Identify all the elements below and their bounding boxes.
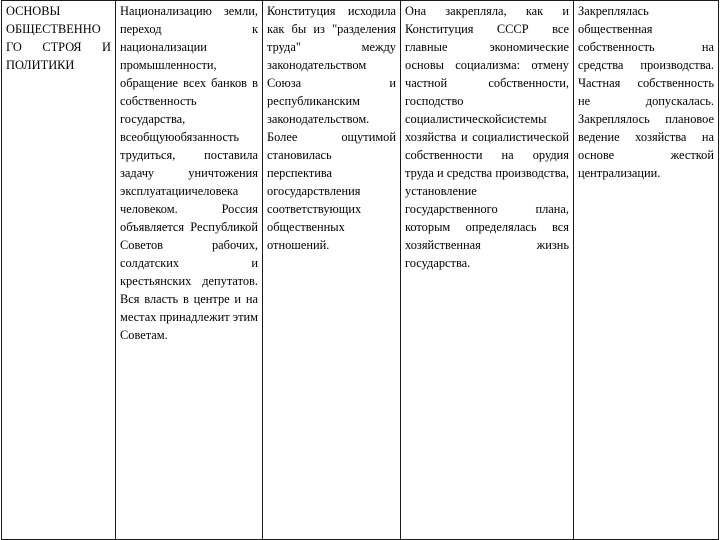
table-row	[2, 1, 719, 540]
constitution-comparison-table	[1, 0, 719, 540]
constitution-1918-cell: Национализацию земли, переход к национализации промышленности, обращение всех банков в собственность государства, всеобщуюобязанность трудиться, поставила задачу уничтожения эксплуатациичеловека человеком. Россия объявляется Республикой Советов рабочих, солдатских и крестьянских депутатов. Вся власть в центре и на местах принадлежит этим Советам.	[116, 1, 263, 540]
constitution-1977-cell: Закреплялась общественная собственность на средства производства. Частная собственность не допускалась. Закреплялось плановое ведение хозяйства на основе жесткой централизации.	[574, 1, 719, 540]
row-header-cell: ОСНОВЫ ОБЩЕСТВЕННО ГО СТРОЯ И ПОЛИТИКИ	[2, 1, 116, 540]
constitution-1937-cell: Она закрепляла, как и Конституция СССР все главные экономические основы социализма: отмену частной собственности, господство социалистическойсистемы хозяйства и социалистической собственности на орудия труда и средства производства, установление государственного плана, которым определялась вся хозяйственная жизнь государства.	[401, 1, 574, 540]
constitution-1924-cell: Конституция исходила как бы из "разделения труда" между законодательством Союза и республиканским законодательством. Более ощутимой становилась перспектива огосударствления соответствующих общественных отношений.	[263, 1, 401, 540]
